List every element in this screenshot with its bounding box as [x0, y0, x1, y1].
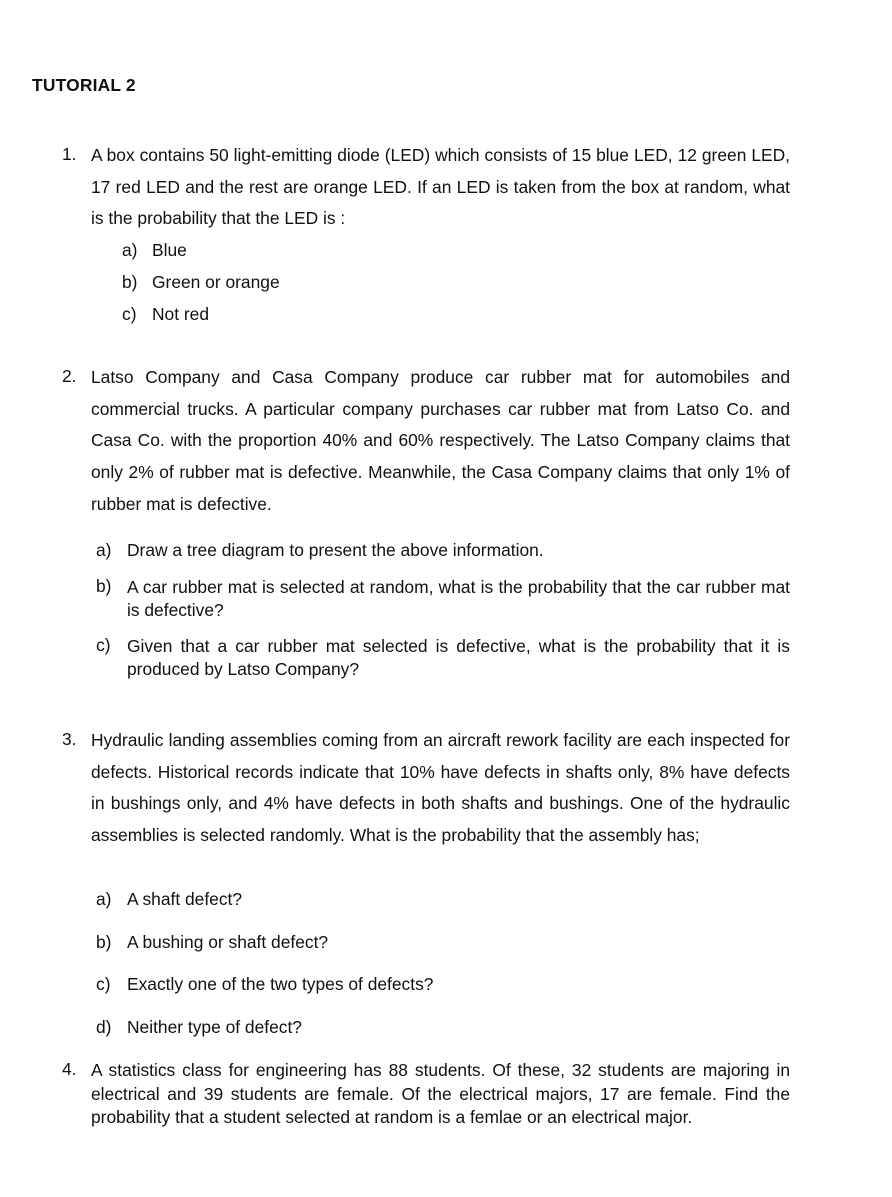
question-4 [62, 1059, 790, 1130]
question-number: 4. [62, 1059, 77, 1079]
part-text: A car rubber mat is selected at random, what is the probability that the car rubber mat is defective? [127, 577, 790, 620]
question-number: 2. [62, 366, 77, 386]
part-label: c) [122, 304, 137, 324]
question-2-part-b [96, 576, 790, 622]
question-text: Hydraulic landing assemblies coming from an aircraft rework facility are each inspected for defects. Historical records indicate that 10% have defects in shafts only, 8% have defects in bushings only, and 4% have defects in both shafts and bushings. One of the hydraulic assemblies is selected randomly. What is the probability that the assembly has; [91, 730, 790, 846]
question-text: Latso Company and Casa Company produce car rubber mat for automobiles and commercial trucks. A particular company purchases car rubber mat from Latso Co. and Casa Co. with the proportion 40% and 60% respectively. The Latso Company claims that only 2% of rubber mat is defective. Meanwhile, the Casa Company claims that only 1% of rubber mat is defective. [91, 367, 790, 514]
part-label: c) [96, 974, 111, 994]
part-label: b) [122, 272, 138, 292]
part-label: c) [96, 635, 111, 655]
question-number: 3. [62, 729, 77, 749]
part-text: Not red [152, 304, 210, 324]
part-text: A shaft defect? [127, 889, 243, 909]
part-text: Given that a car rubber mat selected is defective, what is the probability that it is produced by Latso Company? [127, 636, 790, 679]
part-text: Exactly one of the two types of defects? [127, 974, 434, 994]
question-number: 1. [62, 144, 77, 164]
page-title: TUTORIAL 2 [32, 75, 136, 95]
part-text: Blue [152, 240, 187, 260]
question-text: A statistics class for engineering has 88 students. Of these, 32 students are majoring in electrical and 39 students are female. Of the electrical majors, 17 are female. Find the probability that a student selected at random is a femlae or an electrical major. [91, 1060, 790, 1127]
part-label: b) [96, 932, 112, 952]
part-label: a) [96, 540, 112, 560]
part-text: Draw a tree diagram to present the above information. [127, 540, 544, 560]
part-label: d) [96, 1017, 112, 1037]
part-text: A bushing or shaft defect? [127, 932, 329, 952]
part-label: a) [96, 889, 112, 909]
question-text: A box contains 50 light-emitting diode (LED) which consists of 15 blue LED, 12 green LED, 17 red LED and the rest are orange LED. If an LED is taken from the box at random, what is the probability that the LED is : [91, 145, 790, 229]
question-1 [62, 140, 790, 235]
question-2-part-c [96, 635, 790, 681]
part-text: Neither type of defect? [127, 1017, 302, 1037]
part-label: b) [96, 576, 112, 596]
question-3 [62, 725, 790, 852]
question-2 [62, 362, 790, 521]
part-text: Green or orange [152, 272, 280, 292]
part-label: a) [122, 240, 138, 260]
